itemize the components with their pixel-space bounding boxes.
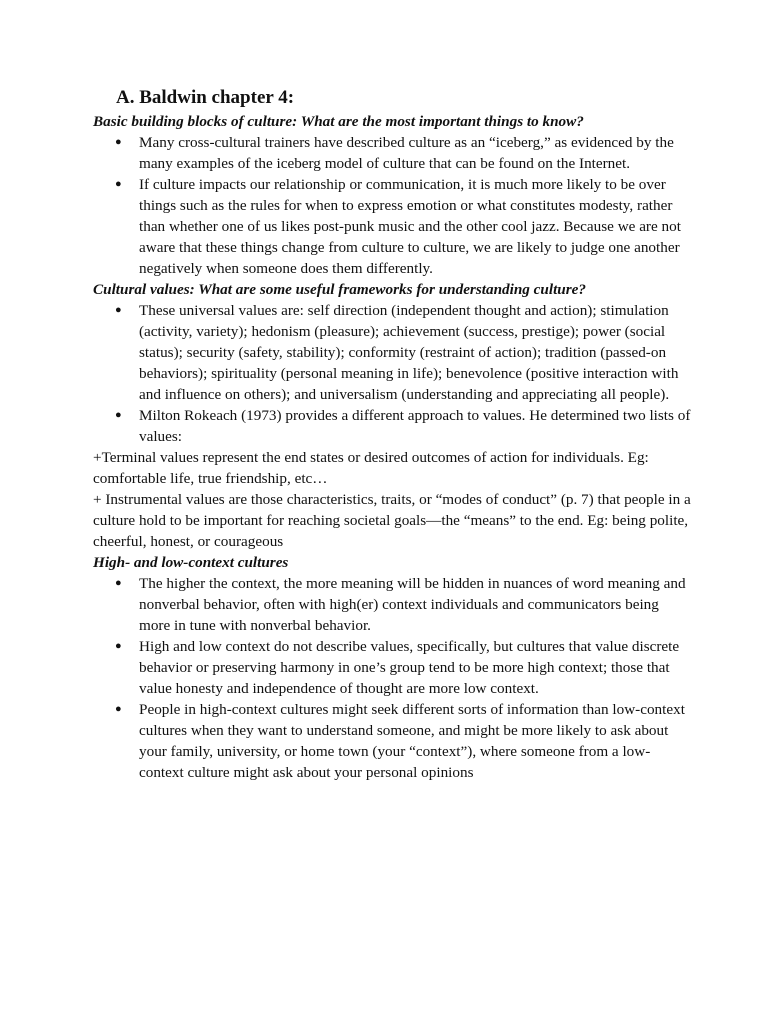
bullet-list-context-cultures <box>93 573 693 783</box>
list-item-text: These universal values are: self direction (independent thought and action); stimulation (activity, variety); hedonism (pleasure); achievement (success, prestige); power (social status); security (safety, stability); conformity (restraint of action); tradition (passed-on behaviors); spirituality (personal meaning in life); benevolence (positive interaction with and influence on others); and universalism (understanding and appreciating all people). <box>139 302 679 403</box>
bullet-icon: ● <box>115 304 122 316</box>
instrumental-values-paragraph: + Instrumental values are those characteristics, traits, or “modes of conduct” (p. 7) that people in a culture hold to be important for reaching societal goals—the “means” to the end. Eg: being polite, cheerful, honest, or courageous <box>93 491 691 550</box>
bullet-icon: ● <box>115 409 122 421</box>
bullet-icon: ● <box>115 703 122 715</box>
list-item-text: If culture impacts our relationship or communication, it is much more likely to be over things such as the rules for when to express emotion or what constitutes modesty, rather than whether one of us likes post-punk music and the other cool jazz. Because we are not aware that these things change from culture to culture, we are likely to judge one another negatively when someone does them differently. <box>139 176 681 277</box>
list-item <box>93 300 693 405</box>
bullet-icon: ● <box>115 178 122 190</box>
bullet-list-building-blocks <box>93 132 693 279</box>
bullet-list-cultural-values <box>93 300 693 447</box>
terminal-values-paragraph: +Terminal values represent the end states or desired outcomes of action for individuals. Eg: comfortable life, true friendship, etc… <box>93 449 649 487</box>
list-item-text: High and low context do not describe values, specifically, but cultures that value discrete behavior or preserving harmony in one’s group tend to be more high context; those that value honesty and independence of thought are more low context. <box>139 638 680 697</box>
list-item <box>93 573 693 636</box>
list-item-text: Many cross-cultural trainers have described culture as an “iceberg,” as evidenced by the many examples of the iceberg model of culture that can be found on the Internet. <box>139 134 674 172</box>
list-item-text: Milton Rokeach (1973) provides a different approach to values. He determined two lists of values: <box>139 407 691 445</box>
section-heading-cultural-values: Cultural values: What are some useful frameworks for understanding culture? <box>93 281 586 298</box>
document-page <box>93 86 693 783</box>
list-item <box>93 699 693 783</box>
section-heading-context-cultures: High- and low-context cultures <box>93 554 289 571</box>
list-item-text: The higher the context, the more meaning will be hidden in nuances of word meaning and nonverbal behavior, often with high(er) context individuals and communicators being more in tune with nonverbal behavior. <box>139 575 686 634</box>
bullet-icon: ● <box>115 577 122 589</box>
section-heading-building-blocks: Basic building blocks of culture: What are the most important things to know? <box>93 113 584 130</box>
document-title: A. Baldwin chapter 4: <box>116 87 295 108</box>
bullet-icon: ● <box>115 640 122 652</box>
list-item-text: People in high-context cultures might seek different sorts of information than low-context cultures when they want to understand someone, and might be more likely to ask about your family, university, or home town (your “context”), where someone from a low-context culture might ask about your personal opinions <box>139 701 685 781</box>
list-item <box>93 174 693 279</box>
list-item <box>93 132 693 174</box>
list-item <box>93 405 693 447</box>
bullet-icon: ● <box>115 136 122 148</box>
list-item <box>93 636 693 699</box>
